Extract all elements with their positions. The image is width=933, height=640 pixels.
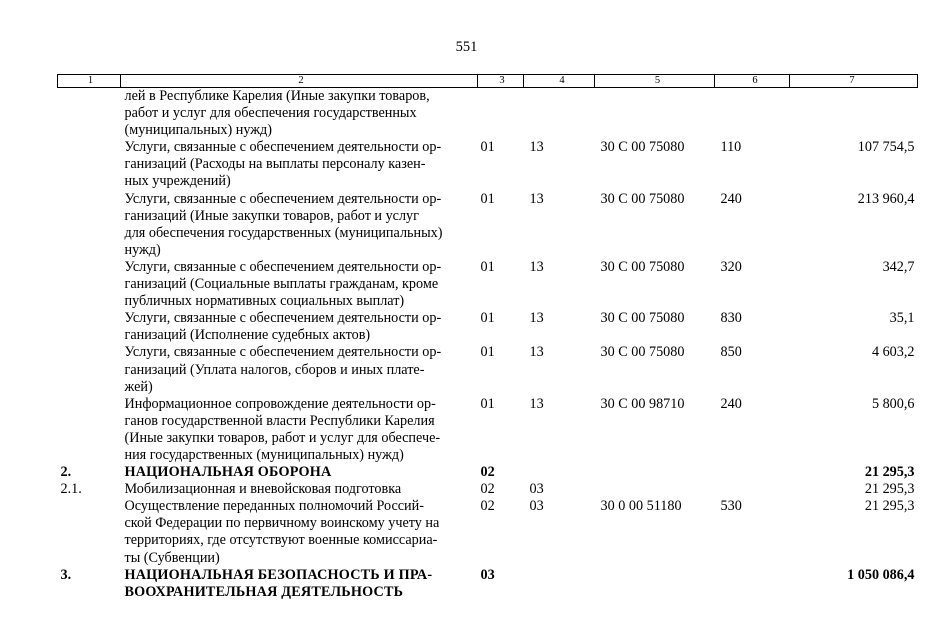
description-line: ганизаций (Уплата налогов, сборов и иных плате- bbox=[124, 361, 425, 378]
expense-type-cell: 240 bbox=[720, 190, 742, 207]
row-number-cell bbox=[58, 310, 121, 344]
target-article-cell bbox=[595, 567, 715, 601]
section-code-cell: 01 bbox=[480, 310, 495, 327]
description-line: ской Федерации по первичному воинскому учету на bbox=[124, 515, 440, 532]
table-row bbox=[58, 481, 918, 498]
subsection-code-cell: 03 bbox=[529, 498, 544, 515]
table-row bbox=[58, 464, 918, 481]
amount-cell: 5 800,6 bbox=[871, 395, 915, 412]
column-header: 1 bbox=[58, 75, 121, 88]
row-number-cell bbox=[58, 139, 121, 190]
description-line: Услуги, связанные с обеспечением деятельности ор- bbox=[124, 310, 442, 327]
description-cell bbox=[121, 259, 478, 310]
column-header: 6 bbox=[715, 75, 790, 88]
description-line: Услуги, связанные с обеспечением деятельности ор- bbox=[124, 344, 442, 361]
table-row bbox=[58, 139, 918, 190]
subsection-code-cell: 13 bbox=[529, 190, 544, 207]
section-code-cell: 01 bbox=[480, 258, 495, 275]
table-row bbox=[58, 191, 918, 259]
description-line: Мобилизационная и вневойсковая подготовка bbox=[124, 481, 402, 498]
description-line: ганизаций (Расходы на выплаты персоналу казен- bbox=[124, 156, 426, 173]
description-line: ганизаций (Исполнение судебных актов) bbox=[124, 327, 371, 344]
row-number-cell: 3. bbox=[60, 566, 72, 583]
table-row bbox=[58, 396, 918, 464]
target-article-cell: 30 С 00 75080 bbox=[600, 344, 685, 361]
amount-cell: 21 295,3 bbox=[864, 498, 915, 515]
table-row bbox=[58, 310, 918, 344]
expense-type-cell: 320 bbox=[720, 258, 742, 275]
expense-type-cell bbox=[715, 481, 790, 498]
amount-cell: 21 295,3 bbox=[864, 481, 915, 498]
description-line: жей) bbox=[124, 378, 153, 395]
description-line: НАЦИОНАЛЬНАЯ ОБОРОНА bbox=[124, 464, 332, 481]
subsection-code-cell: 13 bbox=[529, 258, 544, 275]
section-code-cell: 01 bbox=[480, 344, 495, 361]
target-article-cell: 30 С 00 75080 bbox=[600, 258, 685, 275]
description-line: Услуги, связанные с обеспечением деятельности ор- bbox=[124, 139, 442, 156]
section-code-cell: 02 bbox=[480, 481, 495, 498]
table-row bbox=[58, 344, 918, 395]
expense-type-cell: 110 bbox=[720, 139, 742, 156]
column-header: 3 bbox=[478, 75, 524, 88]
amount-cell bbox=[790, 88, 918, 140]
row-number-cell bbox=[58, 259, 121, 310]
target-article-cell bbox=[595, 481, 715, 498]
amount-cell: 4 603,2 bbox=[871, 344, 915, 361]
amount-cell: 107 754,5 bbox=[857, 139, 915, 156]
target-article-cell bbox=[595, 464, 715, 481]
page-number: 551 bbox=[455, 39, 478, 55]
description-line: ВООХРАНИТЕЛЬНАЯ ДЕЯТЕЛЬНОСТЬ bbox=[124, 583, 404, 600]
expense-type-cell bbox=[715, 464, 790, 481]
expense-type-cell bbox=[715, 88, 790, 140]
table-body bbox=[58, 88, 918, 601]
table-row bbox=[58, 88, 918, 140]
column-header: 5 bbox=[595, 75, 715, 88]
description-line: ганизаций (Социальные выплаты гражданам, кроме bbox=[124, 276, 439, 293]
section-code-cell: 02 bbox=[480, 498, 495, 515]
description-line: (Иные закупки товаров, работ и услуг для обеспече- bbox=[124, 429, 441, 446]
expense-type-cell: 830 bbox=[720, 310, 742, 327]
description-cell bbox=[121, 498, 478, 566]
section-code-cell: 03 bbox=[480, 566, 495, 583]
description-line: лей в Республике Карелия (Иные закупки товаров, bbox=[124, 88, 430, 104]
section-code-cell: 01 bbox=[480, 190, 495, 207]
subsection-code-cell bbox=[524, 464, 595, 481]
row-number-cell bbox=[58, 88, 121, 140]
subsection-code-cell: 13 bbox=[529, 139, 544, 156]
target-article-cell bbox=[595, 88, 715, 140]
description-line: нужд) bbox=[124, 241, 161, 258]
target-article-cell: 30 С 00 98710 bbox=[600, 395, 685, 412]
description-cell bbox=[121, 191, 478, 259]
section-code-cell: 02 bbox=[480, 464, 495, 481]
description-line: территориях, где отсутствуют военные комиссариа- bbox=[124, 532, 438, 549]
description-line: Услуги, связанные с обеспечением деятельности ор- bbox=[124, 258, 442, 275]
budget-table bbox=[57, 74, 918, 601]
column-header: 7 bbox=[790, 75, 918, 88]
section-code-cell: 01 bbox=[480, 395, 495, 412]
subsection-code-cell bbox=[524, 567, 595, 601]
description-cell bbox=[121, 481, 478, 498]
description-line: ных учреждений) bbox=[124, 173, 231, 190]
amount-cell: 21 295,3 bbox=[864, 464, 915, 481]
column-header: 2 bbox=[121, 75, 478, 88]
amount-cell: 342,7 bbox=[882, 258, 915, 275]
amount-cell: 1 050 086,4 bbox=[847, 566, 915, 583]
row-number-cell bbox=[58, 396, 121, 464]
description-line: работ и услуг для обеспечения государственных bbox=[124, 105, 417, 122]
section-code-cell bbox=[478, 88, 524, 140]
description-cell bbox=[121, 139, 478, 190]
table-row bbox=[58, 567, 918, 601]
description-line: НАЦИОНАЛЬНАЯ БЕЗОПАСНОСТЬ И ПРА- bbox=[124, 566, 433, 583]
row-number-cell bbox=[58, 498, 121, 566]
row-number-cell bbox=[58, 344, 121, 395]
subsection-code-cell: 03 bbox=[529, 481, 544, 498]
description-cell bbox=[121, 396, 478, 464]
description-line: ганизаций (Иные закупки товаров, работ и услуг bbox=[124, 207, 419, 224]
description-line: (муниципальных) нужд) bbox=[124, 122, 272, 139]
row-number-cell: 2.1. bbox=[60, 481, 82, 498]
description-cell bbox=[121, 464, 478, 481]
description-cell bbox=[121, 310, 478, 344]
description-cell bbox=[121, 567, 478, 601]
subsection-code-cell: 13 bbox=[529, 310, 544, 327]
description-line: Услуги, связанные с обеспечением деятельности ор- bbox=[124, 190, 442, 207]
amount-cell: 213 960,4 bbox=[857, 190, 915, 207]
expense-type-cell: 850 bbox=[720, 344, 742, 361]
section-code-cell: 01 bbox=[480, 139, 495, 156]
expense-type-cell: 240 bbox=[720, 395, 742, 412]
description-line: ты (Субвенции) bbox=[124, 549, 220, 566]
description-line: Осуществление переданных полномочий Россий- bbox=[124, 498, 424, 515]
expense-type-cell: 530 bbox=[720, 498, 742, 515]
expense-type-cell bbox=[715, 567, 790, 601]
table-row bbox=[58, 259, 918, 310]
amount-cell: 35,1 bbox=[889, 310, 915, 327]
description-line: публичных нормативных социальных выплат) bbox=[124, 293, 405, 310]
column-number-row bbox=[58, 75, 918, 88]
row-number-cell: 2. bbox=[60, 464, 72, 481]
subsection-code-cell: 13 bbox=[529, 344, 544, 361]
target-article-cell: 30 С 00 75080 bbox=[600, 139, 685, 156]
column-header: 4 bbox=[524, 75, 595, 88]
description-line: ганов государственной власти Республики Карелия bbox=[124, 412, 435, 429]
table-row bbox=[58, 498, 918, 566]
target-article-cell: 30 0 00 51180 bbox=[600, 498, 682, 515]
description-cell bbox=[121, 88, 478, 140]
description-line: Информационное сопровождение деятельности ор- bbox=[124, 395, 436, 412]
description-cell bbox=[121, 344, 478, 395]
row-number-cell bbox=[58, 191, 121, 259]
description-line: ния государственных (муниципальных) нужд) bbox=[124, 446, 404, 463]
target-article-cell: 30 С 00 75080 bbox=[600, 310, 685, 327]
subsection-code-cell bbox=[524, 88, 595, 140]
subsection-code-cell: 13 bbox=[529, 395, 544, 412]
target-article-cell: 30 С 00 75080 bbox=[600, 190, 685, 207]
description-line: для обеспечения государственных (муниципальных) bbox=[124, 224, 443, 241]
